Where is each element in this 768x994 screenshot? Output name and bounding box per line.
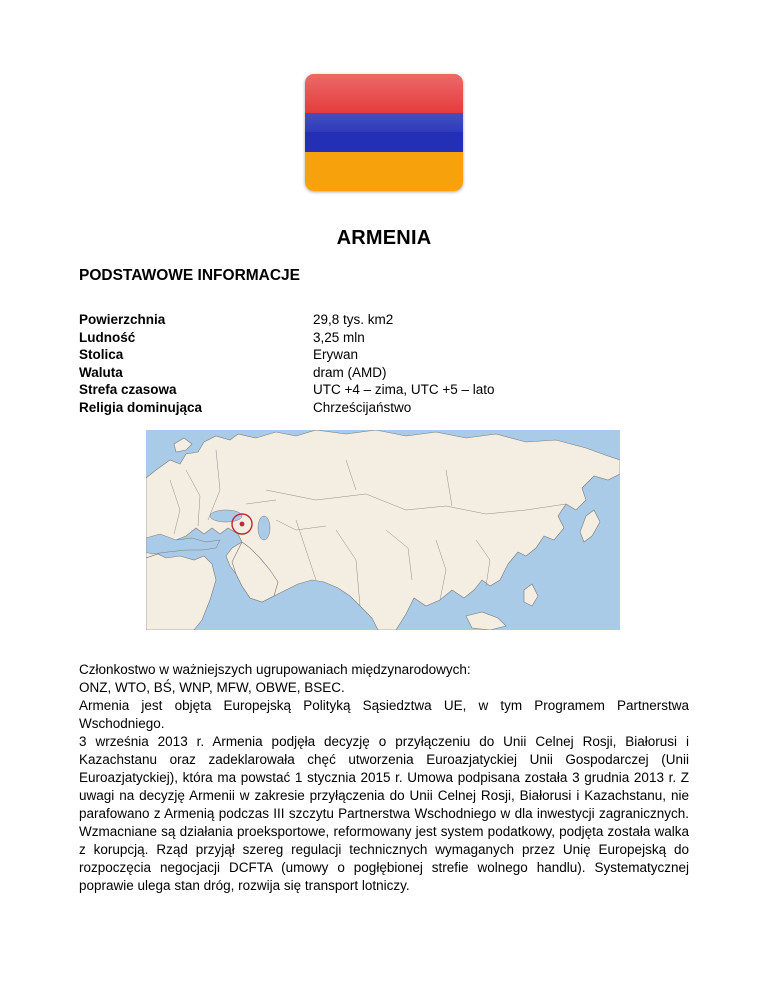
fact-row [79,364,495,382]
fact-row [79,311,495,329]
section-heading: PODSTAWOWE INFORMACJE [79,267,301,284]
fact-row [79,346,495,364]
membership-intro: Członkostwo w ważniejszych ugrupowaniach międzynarodowych: [79,662,471,677]
fact-label: Religia dominująca [79,399,203,415]
fact-label: Ludność [79,329,136,345]
fact-row [79,329,495,347]
fact-label: Stolica [79,347,124,362]
armenia-flag [305,74,463,191]
eurasia-map-svg [146,430,620,630]
fact-value: Erywan [313,347,359,362]
eu-policy-paragraph: Armenia jest objęta Europejską Polityką Sąsiedztwa UE, w tym Programem Partnerstwa Wschodniego. [79,698,689,731]
location-map [146,430,620,630]
fact-row [79,399,495,417]
customs-union-paragraph: 3 września 2013 r. Armenia podjęła decyzję o przyłączeniu do Unii Celnej Rosji, Białorusi i Kazachstanu oraz zadeklarowała chęć utworzenia Euroazjatyckiej Unii Gospodarczej (Unii Euroazjatyckiej), która ma powstać 1 stycznia 2015 r. Umowa podpisana została 3 grudnia 2013 r. Z uwagi na decyzję Armenii w zakresie przyłączenia do Unii Celnej Rosji, Białorusi i Kazachstanu, nie parafowano z Armenią podczas III szczytu Partnerstwa Wschodniego w dla inwestycji zagranicznych. Wzmacniane są działania proeksportowe, reformowany jest system podatkowy, podjęta została walka z korupcją. Rząd przyjął szereg regulacji technicznych wymaganych przez Unię Europejską do rozpoczęcia negocjacji DCFTA (umowy o pogłębionej strefie wolnego handlu). Systematycznej poprawie ulega stan dróg, rozwija się transport lotniczy. [79,734,689,893]
fact-value: dram (AMD) [313,364,387,380]
fact-value: 29,8 tys. km2 [313,312,394,327]
membership-list: ONZ, WTO, BŚ, WNP, MFW, OBWE, BSEC. [79,680,345,695]
fact-value: 3,25 mln [313,329,365,345]
body-text [79,661,689,895]
flag-gloss [305,74,463,132]
fact-value: UTC +4 – zima, UTC +5 – lato [313,382,495,397]
page-title: ARMENIA [336,227,432,249]
fact-value: Chrześcijaństwo [313,399,412,415]
fact-label: Strefa czasowa [79,382,177,397]
fact-row [79,381,495,399]
facts-table [79,311,495,416]
caspian-sea [258,516,270,540]
fact-label: Powierzchnia [79,312,166,327]
fact-label: Waluta [79,364,123,380]
armenia-location-marker [240,522,245,527]
flag-band-orange [305,152,463,191]
